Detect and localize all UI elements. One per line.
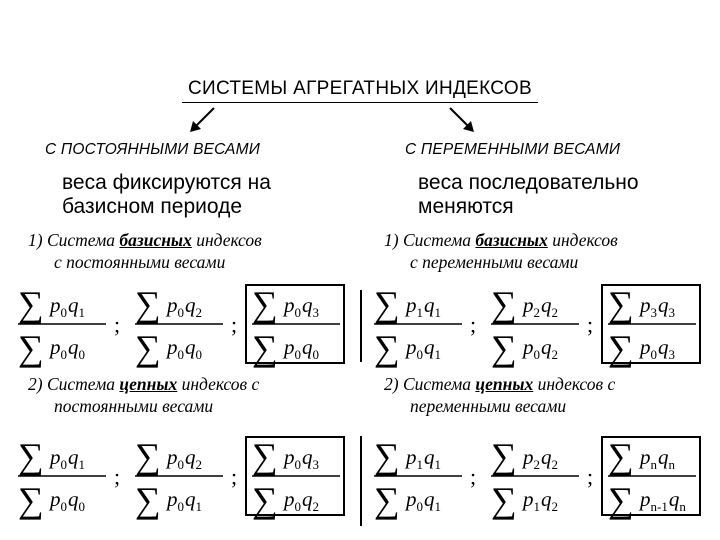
right-chain-fraction-3: [602, 436, 700, 520]
right-chain-fraction-1: [374, 436, 462, 520]
sum-symbol: ∑: [491, 328, 517, 368]
numerator: $p_0q_3$: [284, 445, 319, 472]
sum-symbol: ∑: [252, 480, 278, 520]
numerator: $p_3q_3$: [640, 293, 675, 320]
sum-symbol: ∑: [374, 480, 400, 520]
left-column-header: С ПОСТОЯННЫМИ ВЕСАМИ: [45, 141, 260, 158]
left-basic-fraction-3: [246, 284, 344, 368]
sum-symbol: ∑: [135, 284, 161, 324]
numerator: $p_1q_1$: [406, 445, 441, 472]
separator: ;: [114, 464, 121, 489]
denominator: $p_0q_0$: [50, 335, 85, 362]
left-item-basic: 1) Система базисных индексов с постоянными весами: [28, 230, 262, 272]
separator: ;: [587, 312, 594, 337]
sum-symbol: ∑: [608, 328, 634, 368]
denominator: $p_{n-1}q_n$: [640, 487, 686, 514]
separator: ;: [231, 312, 238, 337]
separator: ;: [470, 464, 477, 489]
left-chain-fraction-1: [18, 436, 106, 520]
right-item-basic: 1) Система базисных индексов с переменными весами: [384, 230, 618, 272]
sum-symbol: ∑: [18, 284, 44, 324]
sum-symbol: ∑: [135, 436, 161, 476]
left-description: веса фиксируются на базисном периоде: [62, 171, 271, 218]
denominator: $p_0q_1$: [406, 487, 441, 514]
separator: ;: [470, 312, 477, 337]
numerator: $p_2q_2$: [523, 293, 558, 320]
sum-symbol: ∑: [491, 436, 517, 476]
left-basic-fraction-1: [18, 284, 106, 368]
right-description: веса последовательно меняются: [418, 171, 639, 218]
numerator: $p_0q_2$: [167, 445, 202, 472]
sum-symbol: ∑: [252, 284, 278, 324]
left-chain-fraction-3: [246, 436, 344, 520]
sum-symbol: ∑: [374, 328, 400, 368]
sum-symbol: ∑: [18, 328, 44, 368]
right-item-chain: 2) Система цепных индексов с переменными весами: [384, 374, 616, 416]
right-basic-fraction-2: [491, 284, 579, 368]
denominator: $p_0q_0$: [50, 487, 85, 514]
sum-symbol: ∑: [608, 480, 634, 520]
numerator: $p_0q_3$: [284, 293, 319, 320]
right-basic-fraction-3: [602, 284, 700, 368]
right-chain-fraction-2: [491, 436, 579, 520]
numerator: $p_0q_2$: [167, 293, 202, 320]
sum-symbol: ∑: [18, 436, 44, 476]
denominator: $p_0q_0$: [284, 335, 319, 362]
sum-symbol: ∑: [252, 328, 278, 368]
numerator: $p_1q_1$: [406, 293, 441, 320]
left-basic-fraction-2: [135, 284, 223, 368]
sum-symbol: ∑: [491, 284, 517, 324]
separator: ;: [231, 464, 238, 489]
sum-symbol: ∑: [608, 436, 634, 476]
sum-symbol: ∑: [135, 328, 161, 368]
sum-symbol: ∑: [252, 436, 278, 476]
left-chain-fraction-2: [135, 436, 223, 520]
denominator: $p_0q_1$: [406, 335, 441, 362]
right-column-header: С ПЕРЕМЕННЫМИ ВЕСАМИ: [405, 141, 621, 158]
denominator: $p_0q_1$: [167, 487, 202, 514]
denominator: $p_0q_0$: [167, 335, 202, 362]
sum-symbol: ∑: [18, 480, 44, 520]
numerator: $p_2q_2$: [523, 445, 558, 472]
numerator: $p_0q_1$: [50, 445, 85, 472]
numerator: $p_nq_n$: [640, 445, 675, 472]
right-basic-fraction-1: [374, 284, 462, 368]
diagram-title: СИСТЕМЫ АГРЕГАТНЫХ ИНДЕКСОВ: [0, 78, 720, 103]
formula-row-chain: [0, 434, 720, 526]
denominator: $p_0q_2$: [284, 487, 319, 514]
sum-symbol: ∑: [135, 480, 161, 520]
sum-symbol: ∑: [608, 284, 634, 324]
sum-symbol: ∑: [374, 284, 400, 324]
formula-row-basic: [0, 282, 720, 368]
denominator: $p_1q_2$: [523, 487, 558, 514]
denominator: $p_0q_2$: [523, 335, 558, 362]
left-item-chain: 2) Система цепных индексов с постоянными весами: [28, 374, 260, 416]
denominator: $p_0q_3$: [640, 335, 675, 362]
sum-symbol: ∑: [374, 436, 400, 476]
separator: ;: [114, 312, 121, 337]
sum-symbol: ∑: [491, 480, 517, 520]
separator: ;: [587, 464, 594, 489]
numerator: $p_0q_1$: [50, 293, 85, 320]
